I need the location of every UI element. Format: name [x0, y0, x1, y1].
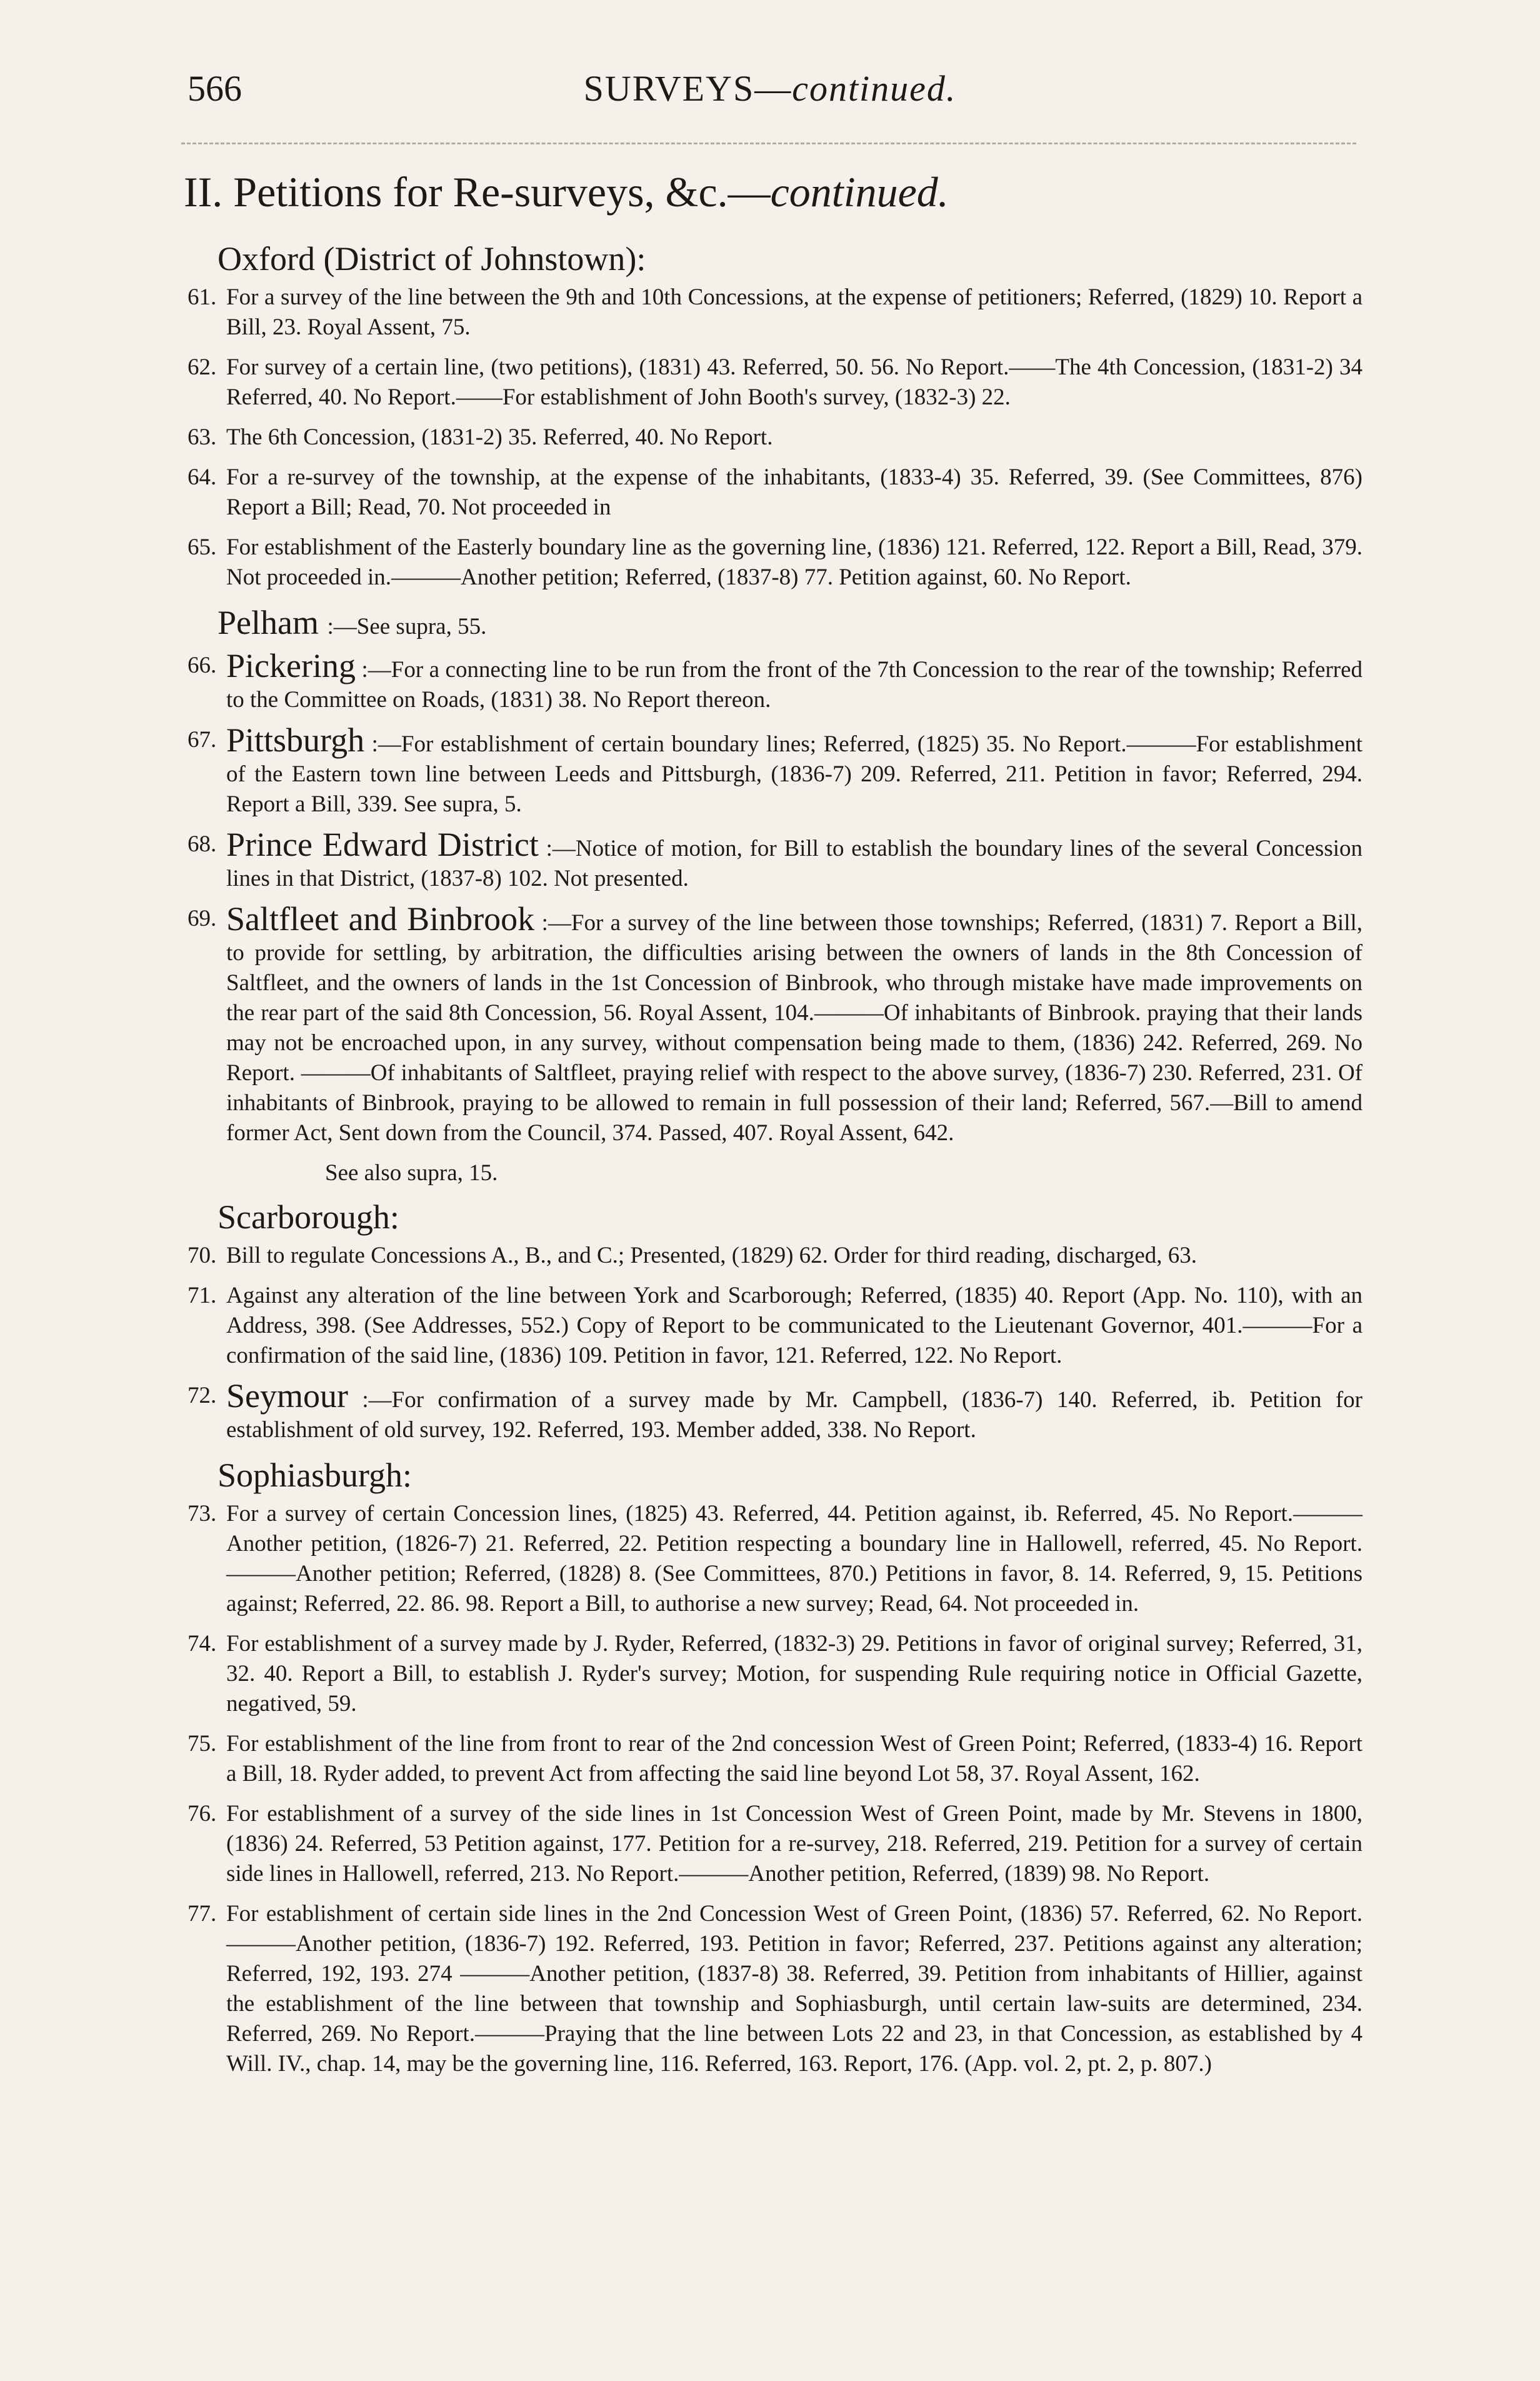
entry-73	[188, 1499, 1362, 1619]
entry-65	[188, 533, 1362, 593]
entry-text: :—For a survey of the line between those townships; Referred, (1831) 7. Report a Bill, to provide for settling, by arbitration, the difficulties arising between the owners of lands in the 8th Concession of Saltfleet, and the owners of lands in the 1st Concession of Binbrook, who through mistake have made improvements on the rear part of the said 8th Concession, 56. Royal Assent, 104.———Of inhabitants of Binbrook. praying that their lands may not be encroached upon, in any survey, without compensation being made to them, (1836) 242. Referred, 269. No Report. ———Of inhabitants of Saltfleet, praying relief with respect to the above survey, (1836-7) 230. Referred, 231. Of inhabitants of Binbrook, praying to be allowed to remain in full possession of their land; Referred, 567.—Bill to amend former Act, Sent down from the Council, 374. Passed, 407. Royal Assent, 642.	[226, 910, 1363, 1146]
entry-body	[226, 900, 1363, 1148]
entry-number: 72.	[188, 1383, 217, 1408]
entry-text: For a survey of certain Concession lines, (1825) 43. Referred, 44. Petition against, ib. Referred, 45. No Report.———Another petition, (1826-7) 21. Referred, 22. Petition respecting a boundary line in Hallowell, referred, 45. No Report.———Another petition; Referred, (1828) 8. (See Committees, 870.) Petitions in favor, 8. 14. Referred, 9, 15. Petitions against; Referred, 22. 86. 98. Report a Bill, to authorise a new survey; Read, 64. Not proceeded in.	[226, 1501, 1362, 1617]
entry-number: 68.	[188, 831, 217, 857]
entry-74	[188, 1629, 1362, 1719]
entry-71	[188, 1281, 1362, 1371]
entry-75	[188, 1729, 1362, 1789]
entry-text: For a re-survey of the township, at the expense of the inhabitants, (1833-4) 35. Referred, 39. (See Committees, 876) Report a Bill; Read, 70. Not proceeded in	[226, 464, 1362, 520]
entry-70	[188, 1241, 1362, 1271]
pelham-text: :—See supra, 55.	[327, 614, 487, 639]
place-name: Pittsburgh	[226, 721, 365, 759]
section-title-italic: continued.	[770, 168, 949, 216]
entry-number: 75.	[188, 1731, 217, 1757]
entry-number: 71.	[188, 1283, 217, 1308]
entry-number: 77.	[188, 1901, 217, 1927]
entry-number: 70.	[188, 1243, 217, 1268]
entry-text: For establishment of certain side lines in the 2nd Concession West of Green Point, (1836) 57. Referred, 62. No Report.———Another petition, (1836-7) 192. Referred, 193. Petition in favor; Referred, 237. Petitions against any alteration; Referred, 192, 193. 274 ———Another petition, (1837-8) 38. Referred, 39. Petition from inhabitants of Hillier, against the establishment of the line between that township and Sophiasburgh, until certain law-suits are determined, 234. Referred, 269. No Report.———Praying that the line between Lots 22 and 23, in that Concession, as established by 4 Will. IV., chap. 14, may be the governing line, 116. Referred, 163. Report, 176. (App. vol. 2, pt. 2, p. 807.)	[226, 1901, 1362, 2077]
entry-number: 74.	[188, 1631, 217, 1657]
entry-64	[188, 463, 1362, 523]
entry-number: 69.	[188, 906, 217, 931]
entry-text: For establishment of a survey of the side lines in 1st Concession West of Green Point, made by Mr. Stevens in 1800, (1836) 24. Referred, 53 Petition against, 177. Petition for a re-survey, 218. Referred, 219. Petition for a survey of certain side lines in Hallowell, referred, 213. No Report.———Another petition, Referred, (1839) 98. No Report.	[226, 1801, 1362, 1887]
entry-number: 67.	[188, 727, 217, 753]
subheading-scarborough: Scarborough:	[218, 1198, 399, 1236]
place-name: Pickering	[226, 647, 356, 684]
entry-68	[188, 826, 1363, 894]
see-also-note: See also supra, 15.	[325, 1160, 498, 1186]
entry-text: :—Notice of motion, for Bill to establish the boundary lines of the several Concession lines in that District, (1837-8) 102. Not presented.	[226, 836, 1363, 891]
entry-text: :—For a connecting line to be run from the front of the 7th Concession to the rear of the township; Referred to the Committee on Roads, (1831) 38. No Report thereon.	[226, 657, 1363, 713]
entry-text: For survey of a certain line, (two petitions), (1831) 43. Referred, 50. 56. No Report.——The 4th Concession, (1831-2) 34 Referred, 40. No Report.——For establishment of John Booth's survey, (1832-3) 22.	[226, 354, 1362, 410]
subheading-oxford: Oxford (District of Johnstown):	[218, 240, 646, 278]
running-title-italic: continued.	[792, 68, 957, 109]
entry-number: 63.	[188, 424, 217, 450]
page-number: 566	[188, 68, 242, 109]
entry-number: 62.	[188, 354, 217, 380]
entry-number: 73.	[188, 1501, 217, 1526]
subheading-pelham	[218, 603, 1362, 647]
entry-number: 76.	[188, 1801, 217, 1827]
entry-text: For establishment of the Easterly boundary line as the governing line, (1836) 121. Referred, 122. Report a Bill, Read, 379. Not proceeded in.———Another petition; Referred, (1837-8) 77. Petition against, 60. No Report.	[226, 534, 1362, 590]
entry-text: For a survey of the line between the 9th and 10th Concessions, at the expense of petitioners; Referred, (1829) 10. Report a Bill, 23. Royal Assent, 75.	[226, 284, 1362, 340]
subheading-sophiasburgh: Sophiasburgh:	[218, 1456, 412, 1494]
place-name: Seymour	[226, 1377, 348, 1415]
header-rule	[181, 143, 1356, 146]
entry-body	[226, 1377, 1362, 1445]
place-name: Saltfleet and Binbrook	[226, 900, 535, 938]
entry-text: For establishment of the line from front to rear of the 2nd concession West of Green Point; Referred, (1833-4) 16. Report a Bill, 18. Ryder added, to prevent Act from affecting the said line beyond Lot 58, 37. Royal Assent, 162.	[226, 1731, 1362, 1787]
entry-61	[188, 283, 1362, 343]
entry-text: :—For establishment of certain boundary lines; Referred, (1825) 35. No Report.———For establishment of the Eastern town line between Leeds and Pittsburgh, (1836-7) 209. Referred, 211. Petition in favor; Referred, 294. Report a Bill, 339. See supra, 5.	[226, 731, 1363, 817]
entry-77	[188, 1899, 1362, 2079]
entry-body	[226, 647, 1363, 715]
page-body	[188, 230, 1362, 2089]
entry-text: Against any alteration of the line between York and Scarborough; Referred, (1835) 40. Report (App. No. 110), with an Address, 398. (See Addresses, 552.) Copy of Report to be communicated to the Lieutenant Governor, 401.———For a confirmation of the said line, (1836) 109. Petition in favor, 121. Referred, 122. No Report.	[226, 1283, 1362, 1368]
entry-body	[226, 826, 1363, 894]
entry-63	[188, 423, 1362, 453]
pelham-heading: Pelham	[218, 604, 319, 641]
entry-number: 61.	[188, 284, 217, 310]
entry-number: 64.	[188, 464, 217, 490]
entry-62	[188, 353, 1362, 413]
entry-72	[188, 1377, 1362, 1445]
entry-text: For establishment of a survey made by J. Ryder, Referred, (1832-3) 29. Petitions in favor of original survey; Referred, 31, 32. 40. Report a Bill, to establish J. Ryder's survey; Motion, for suspending Rule requiring notice in Official Gazette, negatived, 59.	[226, 1631, 1362, 1717]
entry-number: 66.	[188, 653, 217, 678]
entry-67	[188, 721, 1363, 820]
place-name: Prince Edward District	[226, 826, 539, 863]
entry-number: 65.	[188, 534, 217, 560]
section-title: II. Petitions for Re-surveys, &c.—	[184, 168, 771, 216]
entry-66	[188, 647, 1363, 715]
entry-69	[188, 900, 1363, 1148]
entry-body	[226, 721, 1363, 820]
entry-text: The 6th Concession, (1831-2) 35. Referred, 40. No Report.	[226, 424, 773, 450]
entry-text: Bill to regulate Concessions A., B., and C.; Presented, (1829) 62. Order for third reading, discharged, 63.	[226, 1243, 1198, 1268]
running-title-text: SURVEYS—	[583, 68, 792, 109]
page-header	[0, 68, 1540, 118]
entry-76	[188, 1799, 1362, 1889]
running-title	[0, 68, 1540, 109]
entry-text: :—For confirmation of a survey made by Mr. Campbell, (1836-7) 140. Referred, ib. Petition for establishment of old survey, 192. Referred, 193. Member added, 338. No Report.	[226, 1387, 1362, 1443]
section-heading	[184, 168, 949, 217]
